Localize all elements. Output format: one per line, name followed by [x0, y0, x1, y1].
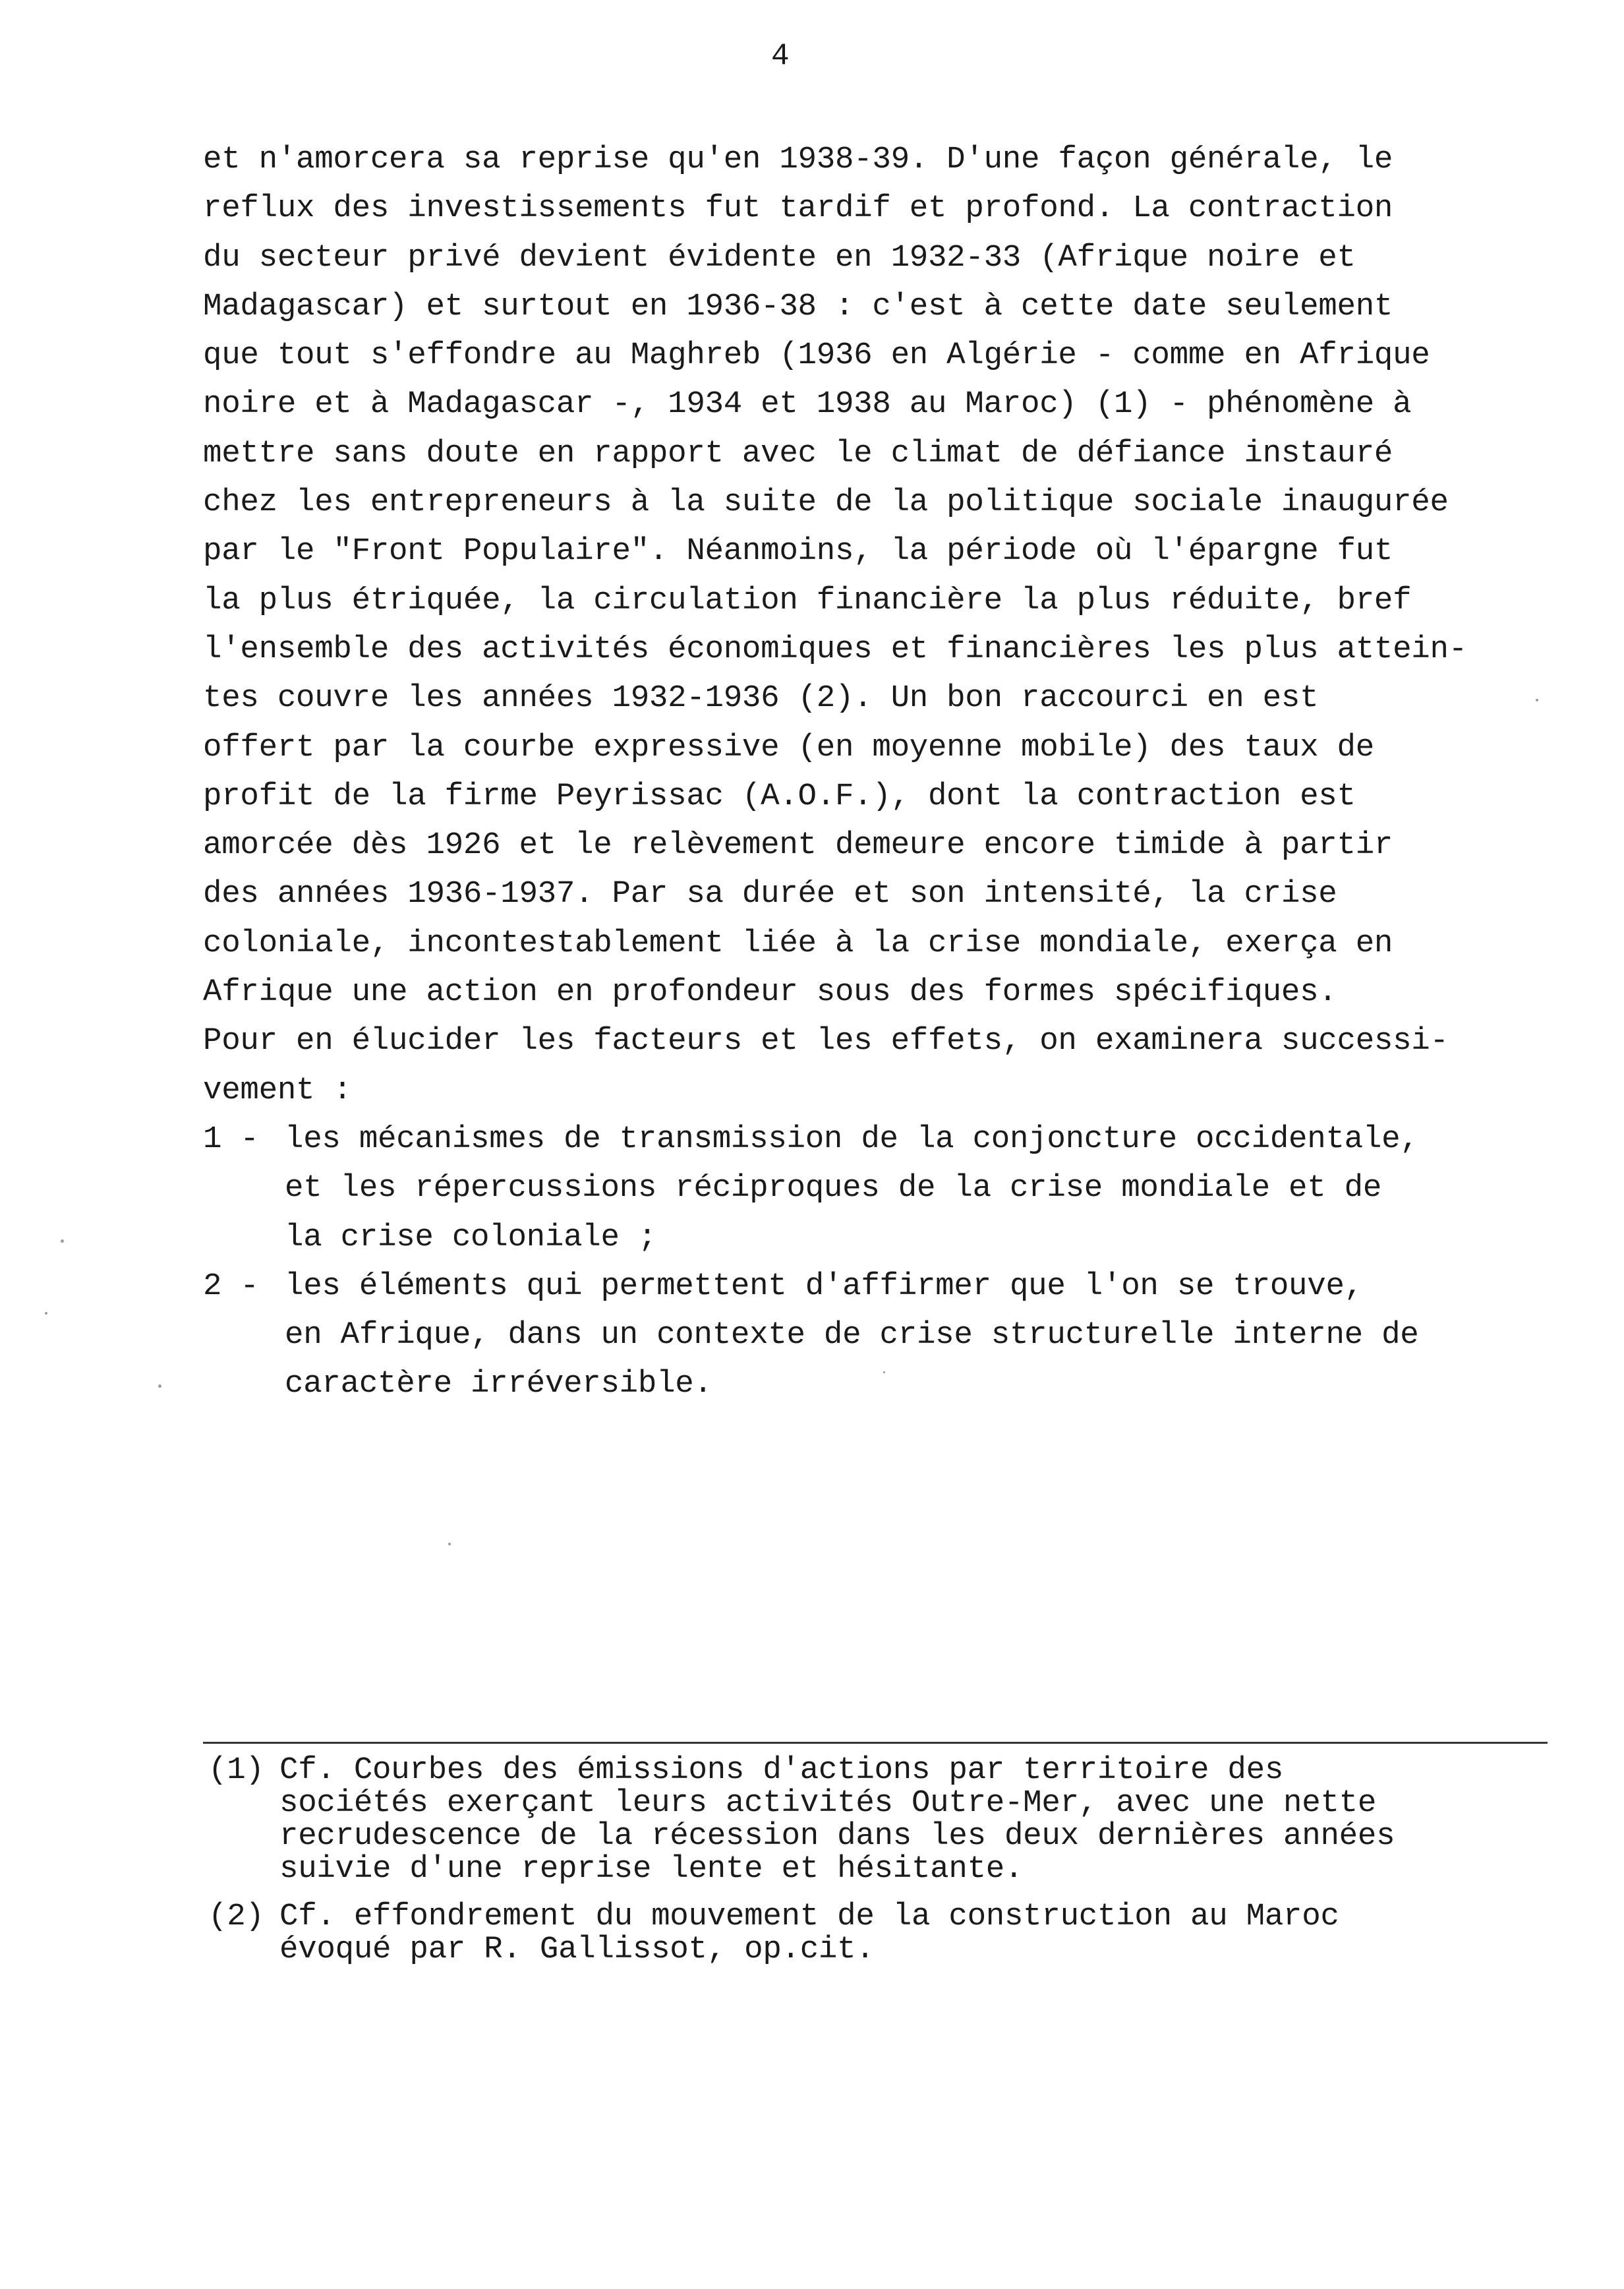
body-line: profit de la firme Peyrissac (A.O.F.), dont la contraction est — [203, 778, 1356, 814]
list-item-text: les mécanismes de transmission de la conjoncture occidentale, — [285, 1121, 1419, 1157]
footnote-separator — [203, 1742, 1548, 1744]
list-item-2 — [203, 1262, 1620, 1311]
footnote-line: évoqué par R. Gallissot, op.cit. — [279, 1932, 875, 1967]
body-line: et n'amorcera sa reprise qu'en 1938-39. D'une façon générale, le — [203, 142, 1393, 177]
body-line: des années 1936-1937. Par sa durée et son intensité, la crise — [203, 876, 1337, 912]
footnote-text: Cf. Courbes des émissions d'actions par territoire des — [279, 1752, 1284, 1788]
footnote-line: suivie d'une reprise lente et hésitante. — [279, 1851, 1024, 1887]
body-line: amorcée dès 1926 et le relèvement demeure encore timide à partir — [203, 827, 1393, 864]
body-line: par le "Front Populaire". Néanmoins, la période où l'épargne fut — [203, 533, 1393, 570]
scan-speck — [45, 1312, 47, 1315]
body-line: la plus étriquée, la circulation financière la plus réduite, bref — [203, 582, 1412, 618]
body-line: l'ensemble des activités économiques et financières les plus attein- — [203, 631, 1467, 667]
body-line: coloniale, incontestablement liée à la crise mondiale, exerça en — [203, 925, 1393, 961]
scan-speck — [158, 1384, 161, 1388]
list-item-line: en Afrique, dans un contexte de crise structurelle interne de — [285, 1317, 1419, 1353]
footnote-line: recrudescence de la récession dans les deux dernières années — [279, 1818, 1395, 1854]
footnote-line — [208, 1900, 1612, 1933]
body-line: Madagascar) et surtout en 1936-38 : c'est à cette date seulement — [203, 288, 1393, 324]
list-item-text: les éléments qui permettent d'affirmer que l'on se trouve, — [285, 1268, 1363, 1304]
list-item-line: caractère irréversible. — [285, 1366, 712, 1402]
footnote-1 — [208, 1754, 1612, 1886]
footnote-line — [208, 1754, 1612, 1787]
body-line: offert par la courbe expressive (en moyenne mobile) des taux de — [203, 729, 1374, 765]
scan-speck — [883, 1371, 885, 1373]
list-item-line: la crise coloniale ; — [285, 1219, 657, 1255]
footnotes — [208, 1754, 1612, 1980]
list-item-1 — [203, 1115, 1620, 1164]
footnote-marker: (1) — [208, 1752, 264, 1788]
list-marker: 2 - — [203, 1268, 259, 1304]
footnote-marker: (2) — [208, 1899, 264, 1934]
body-line: mettre sans doute en rapport avec le climat de défiance instauré — [203, 435, 1393, 471]
list-marker: 1 - — [203, 1121, 259, 1157]
body-text — [203, 135, 1620, 1409]
body-line: vement : — [203, 1072, 352, 1108]
body-line: noire et à Madagascar -, 1934 et 1938 au Maroc) (1) - phénomène à — [203, 386, 1412, 423]
scan-speck — [61, 1239, 64, 1243]
scan-speck — [1536, 699, 1538, 701]
body-line: reflux des investissements fut tardif et profond. La contraction — [203, 191, 1393, 227]
body-line: que tout s'effondre au Maghreb (1936 en Algérie - comme en Afrique — [203, 338, 1430, 374]
footnote-line: sociétés exerçant leurs activités Outre-Mer, avec une nette — [279, 1785, 1377, 1821]
body-line: Pour en élucider les facteurs et les effets, on examinera successi- — [203, 1023, 1449, 1059]
body-line: chez les entrepreneurs à la suite de la politique sociale inaugurée — [203, 485, 1449, 521]
body-line: du secteur privé devient évidente en 1932-33 (Afrique noire et — [203, 239, 1356, 276]
footnote-2 — [208, 1900, 1612, 1966]
footnote-text: Cf. effondrement du mouvement de la construction au Maroc — [279, 1899, 1339, 1934]
scan-speck — [448, 1543, 451, 1545]
page-number: 4 — [771, 39, 790, 73]
list-item-line: et les répercussions réciproques de la crise mondiale et de — [285, 1170, 1382, 1206]
body-line: Afrique une action en profondeur sous des formes spécifiques. — [203, 974, 1337, 1011]
body-line: tes couvre les années 1932-1936 (2). Un bon raccourci en est — [203, 680, 1319, 717]
